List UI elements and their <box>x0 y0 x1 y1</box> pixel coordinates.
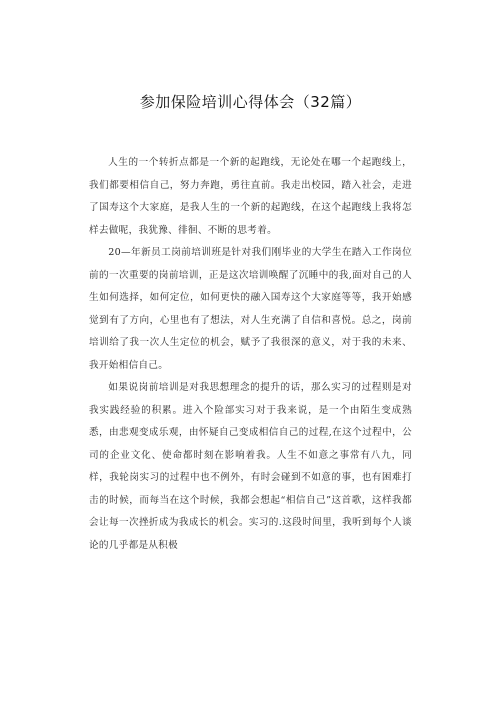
document-body <box>89 152 412 557</box>
page-title: 参加保险培训心得体会（32篇） <box>139 93 362 111</box>
paragraph-3: 如果说岗前培训是对我思想理念的提升的话，那么实习的过程则是对我实践经验的积累。进入个险部实习对于我来说，是一个由陌生变成熟悉，由悲观变成乐观，由怀疑自己变成相信自己的过程,在这个过程中，公司的企业文化、使命都时刻在影响着我。人生不如意之事常有八九，同样，我轮岗实习的过程中也不例外，有时会碰到不如意的事，也有困难打击的时候，而每当在这个时候，我都会想起“相信自己”这首歌，这样我都会让每一次挫折成为我成长的机会。实习的.这段时间里，我听到每个人谈论的几乎都是从积极 <box>89 382 412 551</box>
paragraph-2: 20—年新员工岗前培训班是针对我们刚毕业的大学生在踏入工作岗位前的一次重要的岗前培训，正是这次培训唤醒了沉睡中的我,面对自己的人生如何选择，如何定位，如何更快的融入国寿这个大家庭等等，我开始感觉到有了方向，心里也有了想法，对人生充满了自信和喜悦。总之，岗前培训给了我一次人生定位的机会，赋予了我很深的意义，对于我的未来、我开始相信自己。 <box>89 247 412 371</box>
paragraph-1: 人生的一个转折点都是一个新的起跑线，无论处在哪一个起跑线上，我们都要相信自己，努力奔跑，勇往直前。我走出校园，踏入社会，走进了国寿这个大家庭，是我人生的一个新的起跑线，在这个起跑线上我将怎样去做呢，我犹豫、徘徊、不断的思考着。 <box>89 157 412 236</box>
